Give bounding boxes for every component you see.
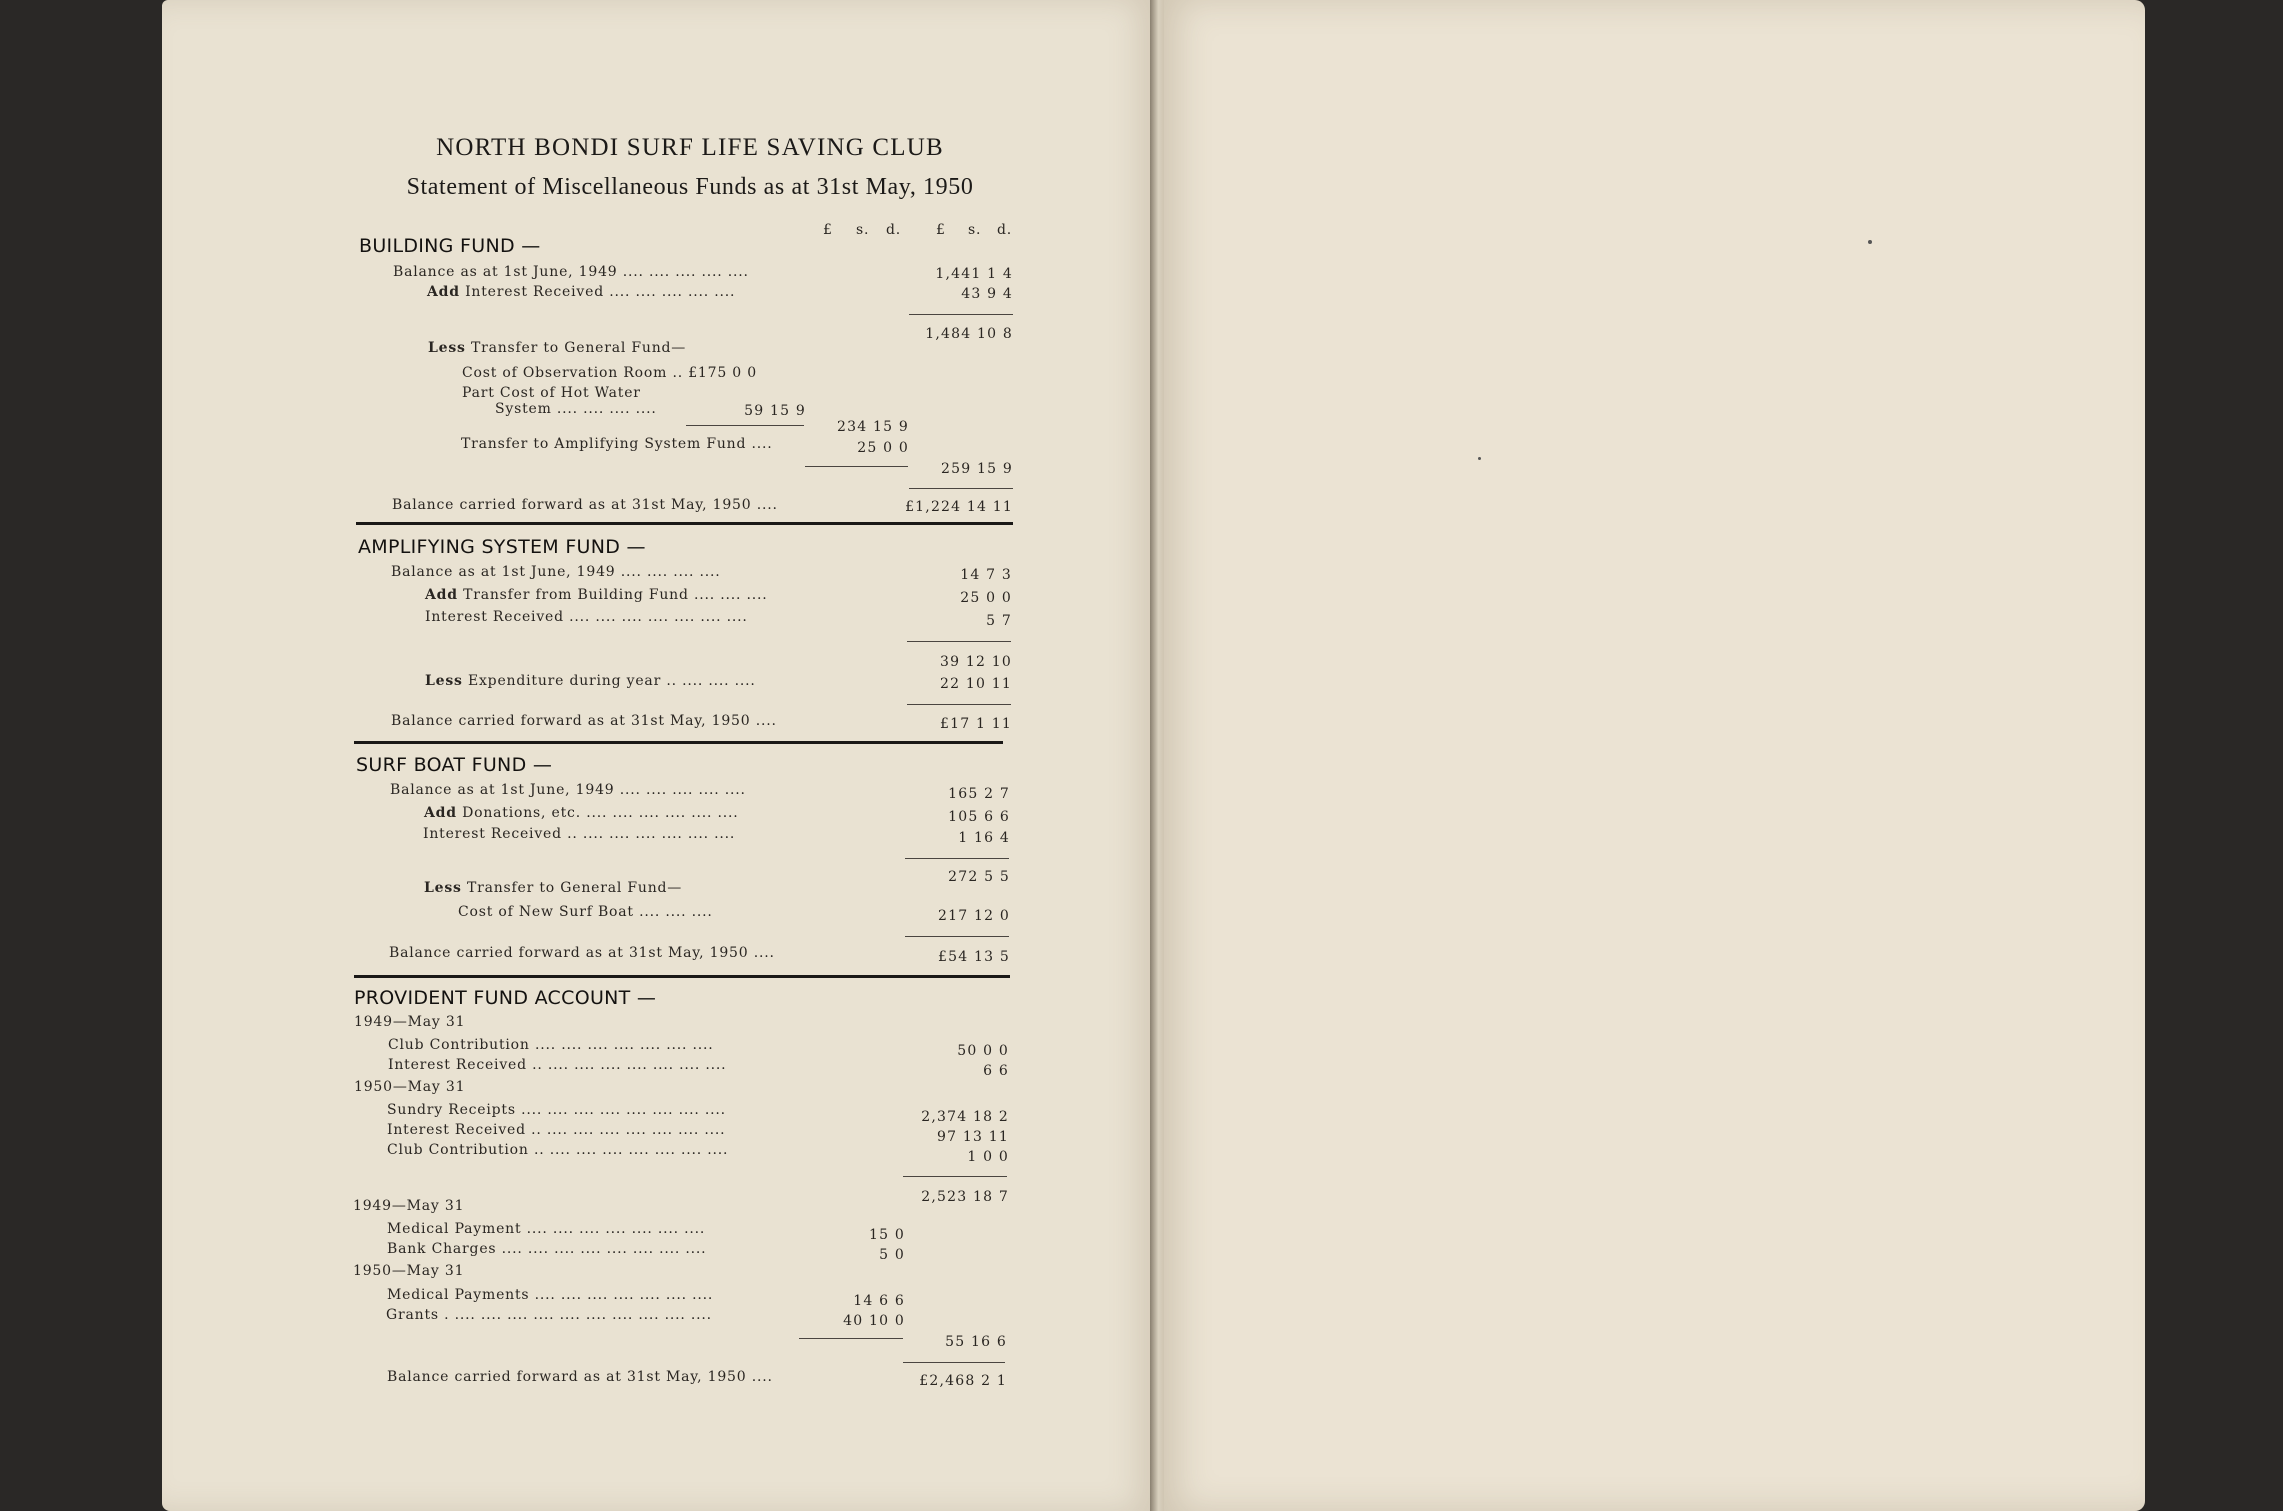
provident-date-1950: 1950—May 31 bbox=[354, 1079, 466, 1095]
provident-cf-label: Balance carried forward as at 31st May, 1950 .... bbox=[387, 1369, 773, 1385]
system-label: System .... .... .... .... bbox=[495, 401, 657, 417]
amp-subtotal: 39 12 10 bbox=[940, 654, 1012, 670]
amp-cf-label: Balance carried forward as at 31st May, 1950 .... bbox=[391, 713, 777, 729]
amp-balance-value: 14 7 3 bbox=[960, 567, 1012, 583]
boat-cf-value: £54 13 5 bbox=[938, 949, 1010, 965]
rule bbox=[903, 1362, 1005, 1363]
col-header-shilling-1: s. bbox=[856, 222, 870, 238]
paper-speck bbox=[1868, 240, 1872, 244]
sundry-receipts-value: 2,374 18 2 bbox=[921, 1109, 1009, 1125]
rule bbox=[905, 936, 1009, 937]
system-value: 59 15 9 bbox=[744, 403, 806, 419]
less-word: Less bbox=[428, 340, 466, 356]
section-divider bbox=[356, 522, 1013, 525]
less-word: Less bbox=[425, 673, 463, 689]
rule bbox=[903, 1176, 1007, 1177]
surf-boat-fund-heading: SURF BOAT FUND — bbox=[356, 754, 553, 776]
observation-room-line: Cost of Observation Room .. £175 0 0 bbox=[462, 365, 757, 381]
building-cf-value: £1,224 14 11 bbox=[905, 499, 1013, 515]
rule bbox=[909, 314, 1013, 315]
amp-cf-value: £17 1 11 bbox=[940, 716, 1012, 732]
rule bbox=[686, 425, 804, 426]
building-less-total: 259 15 9 bbox=[941, 461, 1013, 477]
amp-transfer-from-value: 25 0 0 bbox=[960, 590, 1012, 606]
interest-2-value: 97 13 11 bbox=[937, 1129, 1009, 1145]
boat-cf-label: Balance carried forward as at 31st May, 1950 .... bbox=[389, 945, 775, 961]
medical-payment-value: 15 0 bbox=[869, 1227, 905, 1243]
statement-subtitle: Statement of Miscellaneous Funds as at 31st May, 1950 bbox=[406, 174, 974, 200]
col-header-pound-1: £ bbox=[823, 222, 833, 238]
boat-interest-value: 1 16 4 bbox=[958, 830, 1010, 846]
col-header-pence-2: d. bbox=[997, 222, 1013, 238]
rule bbox=[907, 641, 1011, 642]
sundry-receipts-label: Sundry Receipts .... .... .... .... .... .... .... .... bbox=[387, 1102, 726, 1118]
payments-total: 55 16 6 bbox=[945, 1334, 1007, 1350]
rule bbox=[805, 466, 908, 467]
provident-date-1950-pay: 1950—May 31 bbox=[353, 1263, 465, 1279]
amp-interest-value: 5 7 bbox=[986, 613, 1012, 629]
boat-less-label bbox=[424, 880, 682, 896]
hot-water-line: Part Cost of Hot Water bbox=[462, 385, 641, 401]
building-subtotal: 1,484 10 8 bbox=[925, 326, 1013, 342]
amp-balance-label: Balance as at 1st June, 1949 .... .... .... .... bbox=[391, 564, 721, 580]
add-word: Add bbox=[427, 284, 460, 300]
col-header-pound-2: £ bbox=[936, 222, 946, 238]
section-divider bbox=[354, 741, 1003, 744]
amp-transfer-from-label bbox=[425, 587, 768, 603]
boat-balance-value: 165 2 7 bbox=[948, 786, 1010, 802]
amp-expenditure-label bbox=[425, 673, 756, 689]
add-word: Add bbox=[424, 805, 457, 821]
grants-value: 40 10 0 bbox=[843, 1313, 905, 1329]
building-less-text: Transfer to General Fund— bbox=[465, 340, 687, 356]
rule bbox=[799, 1338, 903, 1339]
medical-payments-value: 14 6 6 bbox=[853, 1293, 905, 1309]
boat-interest-label: Interest Received .. .... .... .... .... .... .... bbox=[423, 826, 736, 842]
add-word: Add bbox=[425, 587, 458, 603]
building-fund-heading: BUILDING FUND — bbox=[359, 235, 541, 257]
amplifying-fund-heading: AMPLIFYING SYSTEM FUND — bbox=[358, 536, 646, 558]
boat-donations-label bbox=[424, 805, 738, 821]
bank-charges-label: Bank Charges .... .... .... .... .... .... .... .... bbox=[387, 1241, 707, 1257]
club-contribution-2-value: 1 0 0 bbox=[967, 1149, 1009, 1165]
club-title: NORTH BONDI SURF LIFE SAVING CLUB bbox=[436, 134, 944, 161]
amp-transfer-value: 25 0 0 bbox=[857, 440, 909, 456]
building-interest-label bbox=[427, 284, 735, 300]
club-contribution-2-label: Club Contribution .. .... .... .... .... .... .... .... bbox=[387, 1142, 729, 1158]
building-sum1: 234 15 9 bbox=[837, 419, 909, 435]
amp-transfer-from-text: Transfer from Building Fund .... .... .... bbox=[457, 587, 768, 603]
new-boat-label: Cost of New Surf Boat .... .... .... bbox=[458, 904, 713, 920]
provident-date-1949-pay: 1949—May 31 bbox=[353, 1198, 465, 1214]
interest-2-label: Interest Received .. .... .... .... .... .... .... .... bbox=[387, 1122, 726, 1138]
interest-1-value: 6 6 bbox=[983, 1063, 1009, 1079]
medical-payments-label: Medical Payments .... .... .... .... .... .... .... bbox=[387, 1287, 714, 1303]
amp-expenditure-text: Expenditure during year .. .... .... .... bbox=[462, 673, 756, 689]
building-interest-text: Interest Received .... .... .... .... .... bbox=[459, 284, 736, 300]
less-word: Less bbox=[424, 880, 462, 896]
new-boat-value: 217 12 0 bbox=[938, 908, 1010, 924]
col-header-pence-1: d. bbox=[886, 222, 902, 238]
section-divider bbox=[354, 975, 1010, 978]
building-less-label bbox=[428, 340, 686, 356]
building-balance-label: Balance as at 1st June, 1949 .... .... .... .... .... bbox=[393, 264, 749, 280]
club-contribution-1-value: 50 0 0 bbox=[957, 1043, 1009, 1059]
provident-cf-value: £2,468 2 1 bbox=[919, 1373, 1007, 1389]
bank-charges-value: 5 0 bbox=[879, 1247, 905, 1263]
grants-label: Grants . .... .... .... .... .... .... .... .... .... .... bbox=[386, 1307, 712, 1323]
building-interest-value: 43 9 4 bbox=[961, 286, 1013, 302]
col-header-shilling-2: s. bbox=[968, 222, 982, 238]
boat-donations-value: 105 6 6 bbox=[948, 809, 1010, 825]
boat-less-text: Transfer to General Fund— bbox=[461, 880, 683, 896]
amp-expenditure-value: 22 10 11 bbox=[940, 676, 1012, 692]
building-balance-value: 1,441 1 4 bbox=[935, 266, 1013, 282]
rule bbox=[905, 858, 1009, 859]
boat-subtotal: 272 5 5 bbox=[948, 869, 1010, 885]
amp-interest-label: Interest Received .... .... .... .... .... .... .... bbox=[425, 609, 748, 625]
rule bbox=[909, 488, 1013, 489]
provident-fund-heading: PROVIDENT FUND ACCOUNT — bbox=[354, 987, 657, 1009]
right-page bbox=[1156, 0, 2145, 1511]
rule bbox=[907, 704, 1011, 705]
interest-1-label: Interest Received .. .... .... .... .... .... .... .... bbox=[388, 1057, 727, 1073]
provident-subtotal: 2,523 18 7 bbox=[921, 1189, 1009, 1205]
medical-payment-label: Medical Payment .... .... .... .... .... .... .... bbox=[387, 1221, 706, 1237]
paper-speck bbox=[1478, 457, 1481, 460]
amp-transfer-label: Transfer to Amplifying System Fund .... bbox=[461, 436, 773, 452]
book-spine bbox=[1150, 0, 1164, 1511]
building-cf-label: Balance carried forward as at 31st May, 1950 .... bbox=[392, 497, 778, 513]
boat-donations-text: Donations, etc. .... .... .... .... .... .... bbox=[456, 805, 739, 821]
club-contribution-1-label: Club Contribution .... .... .... .... .... .... .... bbox=[388, 1037, 714, 1053]
provident-date-1949: 1949—May 31 bbox=[354, 1014, 466, 1030]
boat-balance-label: Balance as at 1st June, 1949 .... .... .... .... .... bbox=[390, 782, 746, 798]
